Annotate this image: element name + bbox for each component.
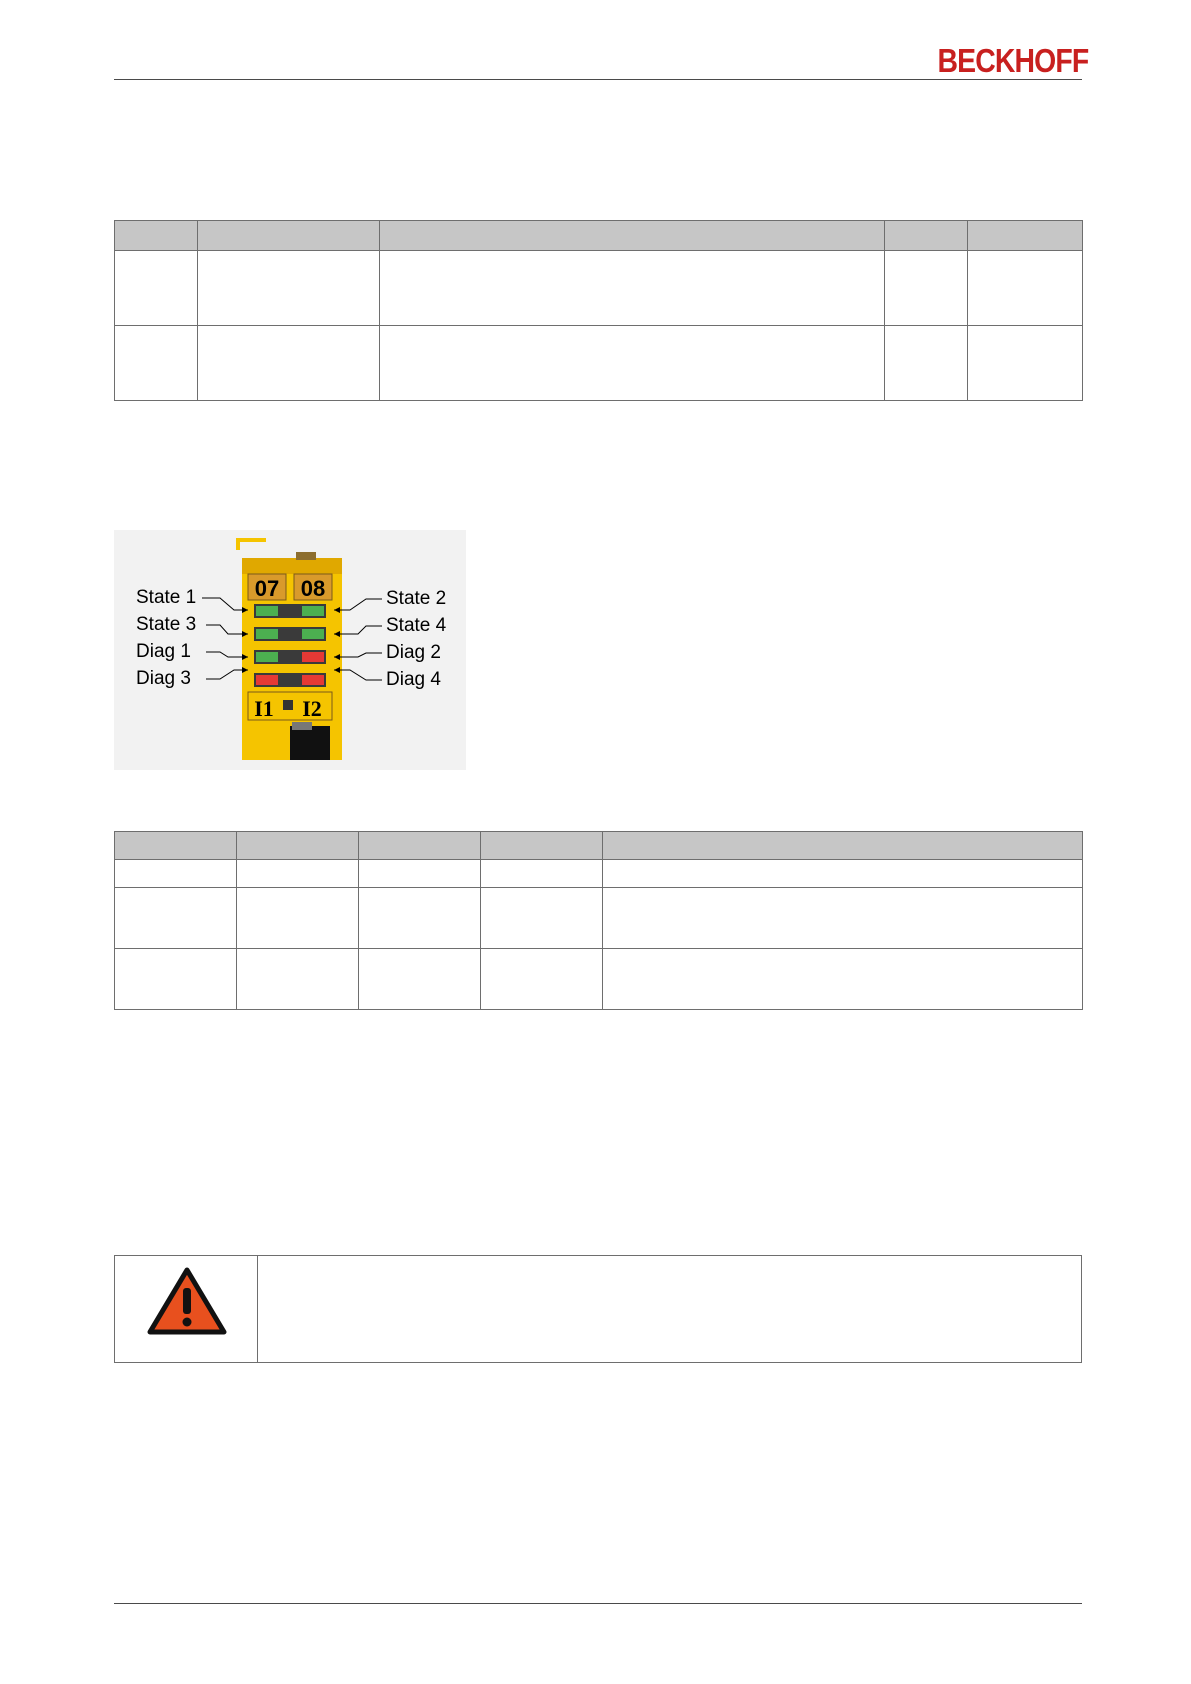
table-row bbox=[115, 860, 1083, 888]
parameter-table bbox=[114, 220, 1083, 401]
table-header-cell bbox=[481, 832, 603, 860]
table-cell bbox=[115, 949, 237, 1010]
led-label-right: Diag 4 bbox=[386, 669, 441, 690]
table-header-cell bbox=[237, 832, 359, 860]
table-cell bbox=[237, 949, 359, 1010]
warning-icon-cell bbox=[115, 1256, 258, 1362]
table-header-cell bbox=[359, 832, 481, 860]
table-header-cell bbox=[968, 221, 1083, 251]
table-cell bbox=[481, 949, 603, 1010]
led-right bbox=[302, 629, 324, 639]
led-left bbox=[256, 606, 278, 616]
table-header-cell bbox=[603, 832, 1083, 860]
table-header-row bbox=[115, 221, 1083, 251]
led-right bbox=[302, 675, 324, 685]
table-cell bbox=[198, 326, 380, 401]
table-row bbox=[115, 949, 1083, 1010]
table-header-cell bbox=[115, 832, 237, 860]
table-header-cell bbox=[885, 221, 968, 251]
led-right bbox=[302, 606, 324, 616]
table-cell bbox=[481, 860, 603, 888]
table-row bbox=[115, 251, 1083, 326]
table-cell bbox=[359, 949, 481, 1010]
led-left bbox=[256, 652, 278, 662]
table-cell bbox=[115, 860, 237, 888]
table-cell bbox=[198, 251, 380, 326]
led-label-left: State 3 bbox=[136, 614, 197, 635]
header-rule bbox=[114, 79, 1082, 80]
led-status-table bbox=[114, 831, 1083, 1010]
table-cell bbox=[115, 326, 198, 401]
table-row bbox=[115, 326, 1083, 401]
module-number: 07 bbox=[254, 576, 280, 601]
led-diagram-figure bbox=[114, 530, 466, 770]
table-header-row bbox=[115, 832, 1083, 860]
led-label-right: State 2 bbox=[386, 588, 447, 609]
table-cell bbox=[359, 860, 481, 888]
led-right bbox=[302, 652, 324, 662]
table-cell bbox=[380, 326, 885, 401]
table-cell bbox=[115, 888, 237, 949]
table-cell bbox=[237, 888, 359, 949]
table-cell bbox=[885, 251, 968, 326]
input-label: I2 bbox=[302, 696, 322, 721]
footer-rule bbox=[114, 1603, 1082, 1604]
table-cell bbox=[115, 251, 198, 326]
table-cell bbox=[603, 949, 1083, 1010]
led-label-left: Diag 1 bbox=[136, 641, 191, 662]
led-label-left: State 1 bbox=[136, 587, 197, 608]
table-cell bbox=[603, 860, 1083, 888]
table-cell bbox=[968, 251, 1083, 326]
led-label-right: State 4 bbox=[386, 615, 447, 636]
led-label-left: Diag 3 bbox=[136, 668, 191, 689]
table-cell bbox=[885, 326, 968, 401]
warning-triangle-icon bbox=[146, 1266, 228, 1336]
led-left bbox=[256, 629, 278, 639]
table-cell bbox=[380, 251, 885, 326]
terminal-module-illustration bbox=[114, 530, 466, 770]
table-cell bbox=[968, 326, 1083, 401]
led-label-right: Diag 2 bbox=[386, 642, 441, 663]
table-cell bbox=[481, 888, 603, 949]
table-row bbox=[115, 888, 1083, 949]
table-cell bbox=[359, 888, 481, 949]
table-cell bbox=[603, 888, 1083, 949]
brand-logo: BECKHOFF bbox=[937, 42, 1088, 79]
table-header-cell bbox=[115, 221, 198, 251]
module-number: 08 bbox=[300, 576, 326, 601]
table-header-cell bbox=[380, 221, 885, 251]
table-header-cell bbox=[198, 221, 380, 251]
warning-box bbox=[114, 1255, 1082, 1363]
table-cell bbox=[237, 860, 359, 888]
input-label: I1 bbox=[254, 696, 274, 721]
led-left bbox=[256, 675, 278, 685]
